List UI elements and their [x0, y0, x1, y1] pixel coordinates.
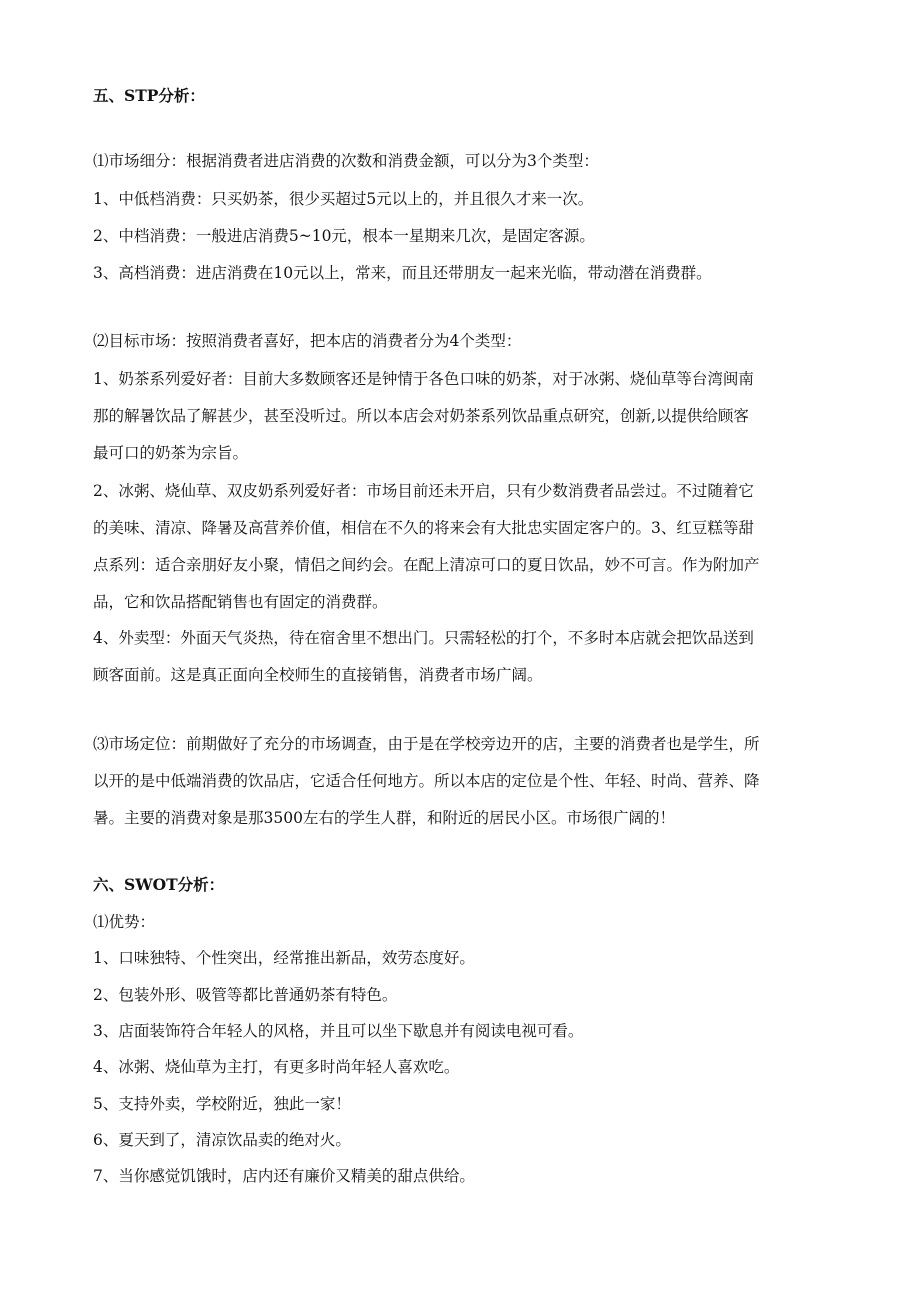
strength-item: 4、冰粥、烧仙草为主打，有更多时尚年轻人喜欢吃。 — [93, 1058, 460, 1076]
segmentation-item: 2、中档消费：一般进店消费5~10元，根本一星期来几次，是固定客源。 — [93, 227, 595, 245]
target-item2-line: 点系列：适合亲朋好友小聚，情侣之间约会。在配上清凉可口的夏日饮品，妙不可言。作为附加产 — [93, 556, 760, 574]
positioning-line: 暑。主要的消费对象是那3500左右的学生人群，和附近的居民小区。市场很广阔的！ — [93, 809, 675, 827]
stp-heading: 五、STP分析： — [93, 86, 205, 105]
segmentation-item: 1、中低档消费：只买奶茶，很少买超过5元以上的，并且很久才来一次。 — [93, 190, 594, 208]
strength-item: 1、口味独特、个性突出，经常推出新品，效劳态度好。 — [93, 949, 475, 967]
target-intro: ⑵目标市场：按照消费者喜好，把本店的消费者分为4个类型： — [93, 332, 522, 350]
target-item1-line: 最可口的奶茶为宗旨。 — [93, 444, 249, 462]
strength-item: 2、包装外形、吸管等都比普通奶茶有特色。 — [93, 986, 398, 1004]
segmentation-intro: ⑴市场细分：根据消费者进店消费的次数和消费金额，可以分为3个类型： — [93, 152, 599, 170]
target-item2-line: 2、冰粥、烧仙草、双皮奶系列爱好者：市场目前还未开启，只有少数消费者品尝过。不过随着它 — [93, 482, 754, 500]
target-item2-line: 品，它和饮品搭配销售也有固定的消费群。 — [93, 593, 388, 611]
positioning-line: 以开的是中低端消费的饮品店，它适合任何地方。所以本店的定位是个性、年轻、时尚、营养、降 — [93, 772, 760, 790]
target-item2-line: 的美味、清凉、降暑及高营养价值，相信在不久的将来会有大批忠实固定客户的。3、红豆糕等甜 — [93, 519, 754, 537]
target-item4-line: 顾客面前。这是真正面向全校师生的直接销售，消费者市场广阔。 — [93, 666, 543, 684]
segmentation-item: 3、高档消费：进店消费在10元以上，常来，而且还带朋友一起来光临，带动潜在消费群。 — [93, 264, 712, 282]
target-item1-line: 那的解暑饮品了解甚少，甚至没听过。所以本店会对奶茶系列饮品重点研究，创新,以提供给顾客 — [93, 407, 749, 425]
target-item1-line: 1、奶茶系列爱好者：目前大多数顾客还是钟情于各色口味的奶茶，对于冰粥、烧仙草等台湾闽南 — [93, 370, 754, 388]
swot-heading: 六、SWOT分析： — [93, 875, 225, 894]
strength-item: 6、夏天到了，清凉饮品卖的绝对火。 — [93, 1131, 351, 1149]
strengths-label: ⑴优势： — [93, 913, 156, 931]
strength-item: 3、店面装饰符合年轻人的风格，并且可以坐下歇息并有阅读电视可看。 — [93, 1022, 584, 1040]
target-item4-line: 4、外卖型：外面天气炎热，待在宿舍里不想出门。只需轻松的打个，不多时本店就会把饮品送到 — [93, 629, 754, 647]
strength-item: 5、支持外卖，学校附近，独此一家！ — [93, 1095, 351, 1113]
strength-item: 7、当你感觉饥饿时，店内还有廉价又精美的甜点供给。 — [93, 1167, 475, 1185]
positioning-line: ⑶市场定位：前期做好了充分的市场调查，由于是在学校旁边开的店，主要的消费者也是学生，所 — [93, 735, 760, 753]
